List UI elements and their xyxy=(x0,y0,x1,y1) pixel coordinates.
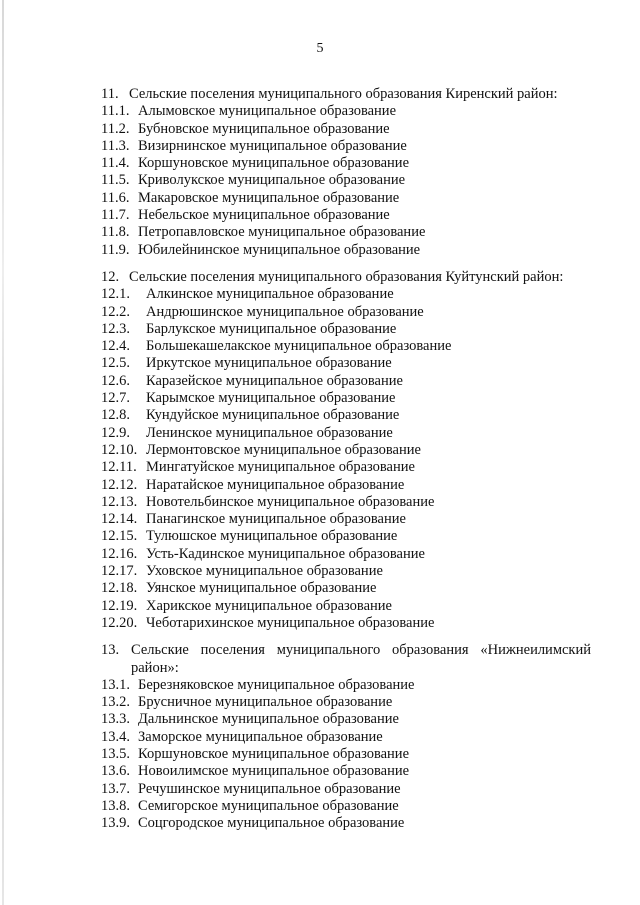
item-text: Новотельбинское муниципальное образование xyxy=(146,493,435,510)
section-number: 11. xyxy=(101,86,119,102)
list-item xyxy=(101,477,591,494)
item-text: Петропавловское муниципальное образование xyxy=(138,224,426,241)
list-item xyxy=(101,121,591,138)
item-text: Речушинское муниципальное образование xyxy=(138,780,401,797)
item-number: 11.7. xyxy=(101,207,130,224)
item-number: 12.2. xyxy=(101,303,130,320)
list-item xyxy=(101,677,591,694)
list-item xyxy=(101,781,591,798)
item-number: 12.5. xyxy=(101,355,130,372)
item-text: Чеботарихинское муниципальное образование xyxy=(146,614,435,631)
item-text: Дальнинское муниципальное образование xyxy=(138,711,399,728)
item-text: Кундуйское муниципальное образование xyxy=(146,407,400,424)
item-number: 13.2. xyxy=(101,694,130,711)
item-text: Усть-Кадинское муниципальное образование xyxy=(146,545,425,562)
list-item xyxy=(101,729,591,746)
list-item xyxy=(101,580,591,597)
item-number: 11.5. xyxy=(101,172,130,189)
item-number: 12.20. xyxy=(101,614,138,631)
item-number: 12.3. xyxy=(101,320,130,337)
item-number: 12.6. xyxy=(101,372,130,389)
scan-edge-shadow xyxy=(2,0,4,905)
list-item xyxy=(101,442,591,459)
list-item xyxy=(101,694,591,711)
item-number: 11.4. xyxy=(101,155,130,172)
item-text: Харикское муниципальное образование xyxy=(146,597,392,614)
item-text: Коршуновское муниципальное образование xyxy=(138,745,410,762)
item-text: Мингатуйское муниципальное образование xyxy=(146,459,415,476)
list-item xyxy=(101,286,591,303)
section-13 xyxy=(101,642,591,832)
item-number: 13.9. xyxy=(101,815,130,832)
item-text: Тулюшское муниципальное образование xyxy=(146,528,398,545)
list-item xyxy=(101,242,591,259)
section-items xyxy=(101,286,591,632)
item-number: 11.3. xyxy=(101,137,130,154)
item-text: Каразейское муниципальное образование xyxy=(146,372,403,389)
list-item xyxy=(101,138,591,155)
list-item xyxy=(101,459,591,476)
item-number: 13.7. xyxy=(101,780,130,797)
item-text: Визирнинское муниципальное образование xyxy=(138,137,407,154)
section-11 xyxy=(101,86,591,259)
list-item xyxy=(101,563,591,580)
item-number: 11.6. xyxy=(101,189,130,206)
item-number: 11.9. xyxy=(101,241,130,258)
item-text: Небельское муниципальное образование xyxy=(138,207,390,224)
item-number: 13.1. xyxy=(101,676,130,693)
section-items xyxy=(101,103,591,259)
list-item xyxy=(101,425,591,442)
item-number: 13.3. xyxy=(101,711,130,728)
section-title: Сельские поселения муниципального образования Куйтунский район: xyxy=(129,268,564,285)
item-text: Ленинское муниципальное образование xyxy=(146,424,393,441)
list-item xyxy=(101,338,591,355)
list-item xyxy=(101,155,591,172)
item-number: 13.4. xyxy=(101,728,130,745)
item-text: Уянское муниципальное образование xyxy=(146,580,377,597)
section-heading xyxy=(101,642,591,677)
item-number: 12.11. xyxy=(101,459,137,476)
list-item xyxy=(101,815,591,832)
item-number: 12.13. xyxy=(101,493,138,510)
item-number: 12.9. xyxy=(101,424,130,441)
list-item xyxy=(101,528,591,545)
item-text: Лермонтовское муниципальное образование xyxy=(146,441,421,458)
item-text: Андрюшинское муниципальное образование xyxy=(146,303,424,320)
section-number: 13. xyxy=(101,642,120,659)
item-text: Коршуновское муниципальное образование xyxy=(138,155,410,172)
list-item xyxy=(101,172,591,189)
item-number: 11.1. xyxy=(101,103,130,120)
section-12 xyxy=(101,269,591,632)
list-item xyxy=(101,355,591,372)
item-number: 12.7. xyxy=(101,390,130,407)
item-text: Панагинское муниципальное образование xyxy=(146,511,406,528)
section-items xyxy=(101,677,591,833)
item-text: Юбилейнинское муниципальное образование xyxy=(138,241,421,258)
item-text: Березняковское муниципальное образование xyxy=(138,676,415,693)
item-number: 11.8. xyxy=(101,224,130,241)
section-number: 12. xyxy=(101,268,120,285)
item-text: Алкинское муниципальное образование xyxy=(146,286,394,303)
list-item xyxy=(101,763,591,780)
item-number: 12.18. xyxy=(101,580,138,597)
list-item xyxy=(101,798,591,815)
list-item xyxy=(101,407,591,424)
list-item xyxy=(101,207,591,224)
list-item xyxy=(101,511,591,528)
list-item xyxy=(101,190,591,207)
item-number: 12.19. xyxy=(101,597,138,614)
item-number: 11.2. xyxy=(101,120,130,137)
item-number: 13.8. xyxy=(101,797,130,814)
document-body xyxy=(101,86,591,842)
list-item xyxy=(101,711,591,728)
item-text: Алымовское муниципальное образование xyxy=(138,103,397,120)
list-item xyxy=(101,321,591,338)
list-item xyxy=(101,494,591,511)
list-item xyxy=(101,746,591,763)
list-item xyxy=(101,546,591,563)
item-number: 12.10. xyxy=(101,441,138,458)
item-text: Семигорское муниципальное образование xyxy=(138,797,399,814)
item-text: Иркутское муниципальное образование xyxy=(146,355,392,372)
item-number: 12.17. xyxy=(101,563,138,580)
item-number: 12.12. xyxy=(101,476,138,493)
page-number: 5 xyxy=(316,41,324,56)
item-text: Наратайское муниципальное образование xyxy=(146,476,405,493)
section-heading xyxy=(101,86,591,103)
item-text: Большекашелакское муниципальное образование xyxy=(146,338,452,355)
item-number: 12.16. xyxy=(101,545,138,562)
item-text: Барлукское муниципальное образование xyxy=(146,320,397,337)
list-item xyxy=(101,598,591,615)
item-number: 12.4. xyxy=(101,338,130,355)
item-text: Брусничное муниципальное образование xyxy=(138,694,393,711)
section-title: Сельские поселения муниципального образования «Нижнеилимский район»: xyxy=(131,642,591,676)
item-text: Карымское муниципальное образование xyxy=(146,390,396,407)
item-number: 12.8. xyxy=(101,407,130,424)
list-item xyxy=(101,304,591,321)
section-title: Сельские поселения муниципального образования Киренский район: xyxy=(129,86,558,102)
section-heading xyxy=(101,269,591,286)
item-number: 12.14. xyxy=(101,511,138,528)
item-number: 13.6. xyxy=(101,763,130,780)
list-item xyxy=(101,373,591,390)
item-number: 12.1. xyxy=(101,286,130,303)
item-number: 12.15. xyxy=(101,528,138,545)
list-item xyxy=(101,103,591,120)
list-item xyxy=(101,390,591,407)
list-item xyxy=(101,224,591,241)
item-text: Бубновское муниципальное образование xyxy=(138,120,390,137)
item-text: Соцгородское муниципальное образование xyxy=(138,815,405,832)
item-text: Новоилимское муниципальное образование xyxy=(138,763,410,780)
item-text: Уховское муниципальное образование xyxy=(146,563,383,580)
item-text: Заморское муниципальное образование xyxy=(138,728,383,745)
list-item xyxy=(101,615,591,632)
item-text: Криволукское муниципальное образование xyxy=(138,172,406,189)
item-text: Макаровское муниципальное образование xyxy=(138,189,400,206)
item-number: 13.5. xyxy=(101,745,130,762)
